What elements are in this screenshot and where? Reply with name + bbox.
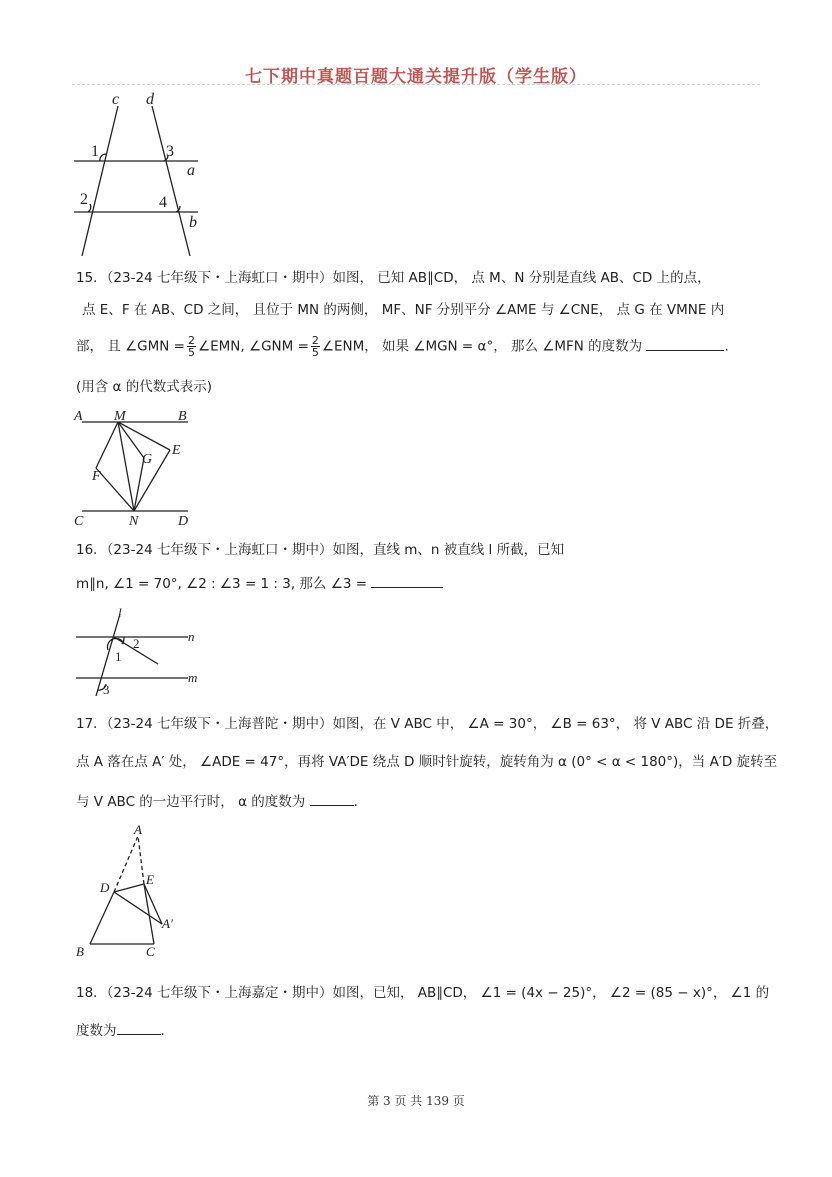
- label-a: a: [187, 162, 195, 179]
- q16-line1: 16．（23-24 七年级下・上海虹口・期中）如图，直线 m、n 被直线 l 所截，已知: [76, 542, 565, 558]
- label-C: C: [146, 944, 155, 959]
- q15-line3: 部， 且 ∠GMN = $\frac{2}{5}$ ∠EMN, ∠GNM = $\frac{2}{5}$ ∠ENM， 如果 ∠MGN = α°， 那么 ∠MFN 的度数为 .: [76, 334, 729, 359]
- label-D: D: [100, 880, 110, 895]
- figure-q17: [70, 820, 190, 962]
- fraction-2-5: $\frac{2}{5}$: [188, 334, 195, 359]
- label-C: C: [74, 514, 84, 528]
- label-B: B: [178, 409, 187, 424]
- figure-q14: [70, 88, 220, 260]
- label-A-prime: A′: [162, 916, 173, 931]
- q17-line3-text: 与 V ABC 的一边平行时， α 的度数为: [76, 794, 306, 810]
- label-G: G: [142, 452, 153, 467]
- page-footer: 第 3 页 共 139 页: [367, 1094, 465, 1108]
- label-n: n: [188, 629, 195, 644]
- label-3: 3: [103, 682, 110, 696]
- page-title: 七下期中真题百题大通关提升版（学生版）: [245, 67, 587, 87]
- label-1: 1: [91, 143, 99, 160]
- label-B: B: [76, 944, 84, 959]
- figure-q16: [70, 604, 210, 696]
- q18-line1: 18．（23-24 七年级下・上海嘉定・期中）如图，已知， AB∥CD， ∠1 = (4x − 25)°， ∠2 = (85 − x)°， ∠1 的: [76, 985, 770, 1001]
- answer-blank[interactable]: [371, 573, 443, 588]
- label-d: d: [146, 91, 154, 108]
- q15-line2: 点 E、F 在 AB、CD 之间， 且位于 MN 的两侧， MF、NF 分别平分 ∠AME 与 ∠CNE， 点 G 在 VMNE 内: [82, 302, 725, 318]
- label-E: E: [172, 443, 181, 458]
- q17-line1: 17．（23-24 七年级下・上海普陀・期中）如图，在 V ABC 中， ∠A = 30°， ∠B = 63°， 将 V ABC 沿 DE 折叠，: [76, 716, 779, 732]
- q18-line2-text: 度数为: [76, 1023, 117, 1039]
- answer-blank[interactable]: [310, 791, 354, 806]
- q15-line4: (用含 α 的代数式表示): [76, 379, 213, 395]
- label-A: A: [134, 822, 142, 837]
- q15-line1: 15．（23-24 七年级下・上海虹口・期中）如图， 已知 AB∥CD， 点 M、N 分别是直线 AB、CD 上的点，: [76, 270, 711, 286]
- label-D: D: [178, 514, 189, 528]
- line-d: [152, 106, 190, 256]
- fraction-2-5: $\frac{2}{5}$: [311, 334, 319, 359]
- q18-line2: 度数为 .: [76, 1020, 766, 1041]
- q15-line3-a: 部， 且 ∠GMN =: [76, 338, 185, 355]
- label-N: N: [129, 514, 139, 528]
- q16-line2-text: m∥n, ∠1 = 70°, ∠2 : ∠3 = 1 : 3, 那么 ∠3 =: [76, 576, 368, 592]
- header-divider: [72, 84, 760, 85]
- label-m: m: [188, 670, 198, 685]
- label-E: E: [146, 872, 154, 887]
- q16-line2: [76, 573, 766, 594]
- figure-q15: [70, 402, 200, 528]
- label-l: l: [118, 605, 122, 620]
- answer-blank[interactable]: [646, 336, 724, 351]
- q15-line3-c: ∠ENM， 如果 ∠MGN = α°， 那么 ∠MFN 的度数为: [321, 338, 643, 355]
- q17-line2: 点 A 落在点 A′ 处， ∠ADE = 47°，再将 VA′DE 绕点 D 顺时针旋转，旋转角为 α (0° < α < 180°)，当 A′D 旋转至: [76, 754, 778, 770]
- label-3: 3: [166, 143, 174, 160]
- answer-blank[interactable]: [117, 1020, 161, 1035]
- label-2: 2: [80, 191, 88, 208]
- label-F: F: [92, 469, 101, 484]
- label-A: A: [74, 409, 83, 424]
- label-b: b: [189, 214, 197, 231]
- label-4: 4: [159, 194, 167, 211]
- label-2: 2: [133, 636, 140, 651]
- label-1: 1: [115, 649, 122, 664]
- line-c: [82, 106, 118, 256]
- label-c: c: [112, 91, 120, 108]
- q17-line3: 与 V ABC 的一边平行时， α 的度数为 .: [76, 791, 766, 812]
- q15-line3-b: ∠EMN, ∠GNM =: [198, 338, 309, 355]
- label-M: M: [114, 409, 126, 424]
